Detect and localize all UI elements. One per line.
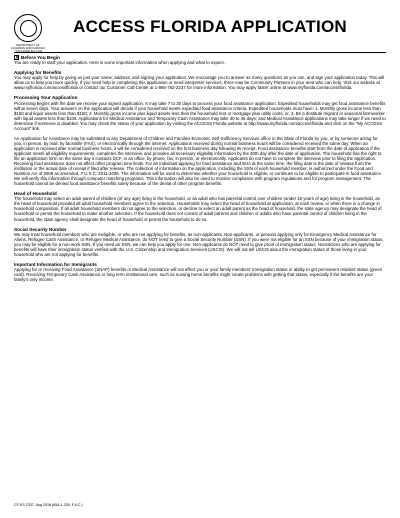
section-heading-applying: Applying for Benefits [14, 70, 62, 76]
instructions-content [14, 55, 386, 282]
page-title: ACCESS FLORIDA APPLICATION [73, 17, 347, 36]
checked-checkbox-icon[interactable] [14, 55, 19, 60]
section-body-ssn: We may treat household members who are ineligible, or who are not applying for benefits, as non-applicants. Non-applicants, or persons applying only for Emergency Medical Assistance for Aliens, Refugee Cash Assistance, or Refugee Medical Assistance, do NOT need to give a Social Security Number (SSN). If you were not eligible for an SSN because of your immigration status, you may be eligible for a non-work SSN. If you need an SSN, we can help you apply for one. Non-applicants do NOT need to give proof of immigration status. Noncitizens who are applying for benefits will have their immigration status verified with the U.S. Citizenship and Immigration Services (USCIS). We will not tell USCIS about the immigration status of those living in your household who are not applying for benefits. [14, 231, 384, 257]
section-heading-immigrants: Important Information for Immigrants [14, 261, 97, 267]
section-body-applying: You may apply for help by giving us just your name, address, and signing your application. We encourage you to answer as many questions as you can, and sign your application today. This will allow us to help you more quickly. If you need help in completing this application or need interpreter services, there may be Community Partners in your area who can help. Visit our website at www.myflorida.com/accessflorida or contact our Customer Call Center at 1-866-762-2237 for more information. You may apply faster online at www.myflorida.com/accessflorida. [14, 75, 385, 91]
title-divider [14, 52, 386, 53]
logo-caption: DEPARTMENT OF CHILDREN AND FAMILIES · MYFLFAMILIES.COM [11, 44, 45, 53]
section-heading-head-of-household: Head of Household [14, 191, 57, 197]
section-body-before-you-begin: You are ready to start your application. Here is some important information when applying and what to expect. [14, 60, 225, 66]
section-body-submission: An Application for Assistance may be submitted to any Department of Children and Families Economic Self-Sufficiency Services office in the State of Florida by you, or by someone acting for you, in person, by mail, by facsimile (FAX), or electronically through the internet. Applications received during normal business hours will be considered received the same day. When an application is received after normal business hours, it will be considered received on the first business day following its receipt. Food assistance benefits start from the date of application if the applicant meets all eligibility requirements, completes the interview, and provides all necessary eligibility information by the 30th day after the date of application. The household has the right to file an application form on the same day it contacts DCF, in an office, by phone, fax, in person, or electronically. Applicants do not have to complete the interview prior to filing the application. Receiving food assistance does not affect other program time limits. For an individual applying for food assistance and SUA at the same time, the filing date is the date of release from the institution or the actual date of receipt if filed after release. The collection of information on the application, including the SSN of each household member, is authorized under the Food and Nutrition Act of 2008 as amended, 7 U.S.C. 2011-2036. The information will be used to determine whether your household is eligible, or continues to be eligible to participate in food assistance. We will verify this information through computer matching programs. This information will also be used to monitor compliance with program regulations and for program management. The household cannot be denied food assistance benefits solely because of the denial of other program benefits. [14, 135, 383, 187]
section-heading-before-you-begin: ✕Before You Begin [14, 55, 386, 60]
section-heading-ssn: Social Security Number [14, 226, 67, 232]
section-body-processing: Processing begins with the date we receive your signed application. It may take 7 to 30 days to process your food assistance application. Expedited households may get food assistance benefits within seven days. Your answers on the application will decide if your household meets expedited food assistance criteria. Expedited households must have: 1. Monthly gross income less than $150 and liquid assets less than $150; 2. Monthly gross income plus liquid assets less than the household rent or mortgage plus utility costs; or, 3. Be a destitute migrant or seasonal farmworker with liquid assets less than $100. Applications for Medical Assistance and Temporary Cash Assistance may take 30 to 45 days; and Medical Assistance applications may take longer if we need to determine if someone is disabled. You may check the status of your application by visiting the ACCESS Florida website at http://www.myflorida.com/accessflorida and click on the "My ACCESS Account" link. [14, 100, 386, 131]
section-heading-processing: Processing Your Application [14, 95, 78, 101]
section-body-immigrants: Applying for or receiving Food Assistance (SNAP) benefits or Medical Assistance will not affect you or your family members' immigration status or ability to get permanent resident status (green card). Receiving Temporary Cash Assistance or long term institutional care, such as nursing home benefits might create problems with getting that status, especially if the benefits are your family's only income. [14, 266, 383, 282]
section-body-head-of-household: The household may select an adult parent of children (of any age) living in the household, or an adult who has parental control over children (under 18 years of age) living in the household, as the head of household provided all adult household members agree to the selection. Households may select the head of household at application, at each review, or when there is a change in household composition. If all adult household members do not agree to the selection, or decline to select an adult parent as the head of household, the state agency may designate the head of household or permit the household to make another selection. If the household does not consist of adult parents and children or adults who have parental control of children living in the household, the state agency shall designate the head of household or permit the household to do so. [14, 196, 382, 222]
form-id-footer: CF-ES 2337, Aug 2018 (65A-1.205, F.A.C.) [14, 503, 83, 507]
